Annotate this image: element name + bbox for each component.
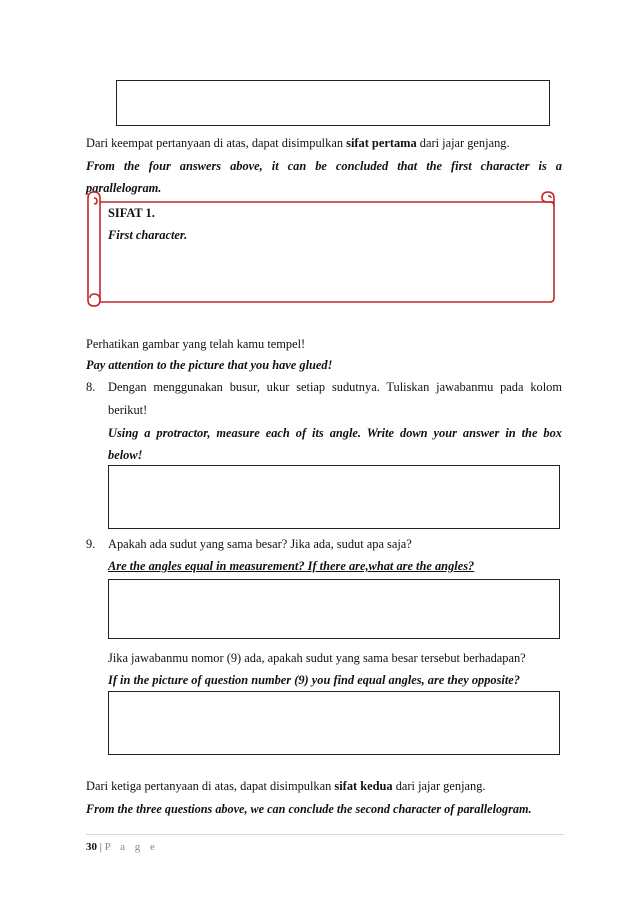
- conclusion-second-bold: sifat kedua: [334, 779, 393, 793]
- footer-divider: [86, 834, 564, 835]
- scroll-subtitle: First character.: [108, 228, 188, 242]
- q9-follow-en: If in the picture of question number (9) you find equal angles, are they opposite?: [108, 673, 521, 687]
- footer-separator: |: [99, 841, 102, 853]
- conclusion-first-bold: sifat pertama: [346, 136, 417, 150]
- instruction-id: Perhatikan gambar yang telah kamu tempel!: [86, 337, 306, 351]
- q8-text-id-line2: berikut!: [108, 403, 148, 417]
- page-footer: [86, 840, 158, 854]
- q8-text-en-line2: below!: [108, 448, 143, 462]
- answer-box-q9[interactable]: [108, 579, 560, 639]
- conclusion-second-id: Dari ketiga pertanyaan di atas, dapat disimpulkan sifat kedua dari jajar genjang.: [86, 779, 486, 793]
- conclusion-first-en-line1: From the four answers above, it can be concluded that the first character is a: [86, 159, 562, 173]
- q8-text-id-line1: Dengan menggunakan busur, ukur setiap sudutnya. Tuliskan jawabanmu pada kolom: [108, 380, 562, 394]
- page-word: P a g e: [104, 841, 159, 853]
- answer-box-q8[interactable]: [108, 465, 560, 529]
- conclusion-first-en-line2: parallelogram.: [86, 181, 162, 195]
- q8-number: 8.: [86, 380, 96, 394]
- q9-text-id: Apakah ada sudut yang sama besar? Jika ada, sudut apa saja?: [108, 537, 412, 551]
- q9-text-en: Are the angles equal in measurement? If there are,what are the angles?: [108, 559, 475, 573]
- q8-text-en-line1: Using a protractor, measure each of its angle. Write down your answer in the box: [108, 426, 562, 440]
- answer-box-top[interactable]: [116, 80, 550, 126]
- answer-box-q9-follow[interactable]: [108, 691, 560, 755]
- q9-number: 9.: [86, 537, 96, 551]
- conclusion-first-id: Dari keempat pertanyaan di atas, dapat disimpulkan sifat pertama dari jajar genjang.: [86, 136, 510, 150]
- instruction-en: Pay attention to the picture that you have glued!: [86, 358, 333, 372]
- q9-follow-id: Jika jawabanmu nomor (9) ada, apakah sudut yang sama besar tersebut berhadapan?: [108, 651, 526, 665]
- page-number: 30: [86, 841, 97, 853]
- scroll-title: SIFAT 1.: [108, 206, 155, 220]
- conclusion-second-en: From the three questions above, we can conclude the second character of parallelogram.: [86, 802, 532, 816]
